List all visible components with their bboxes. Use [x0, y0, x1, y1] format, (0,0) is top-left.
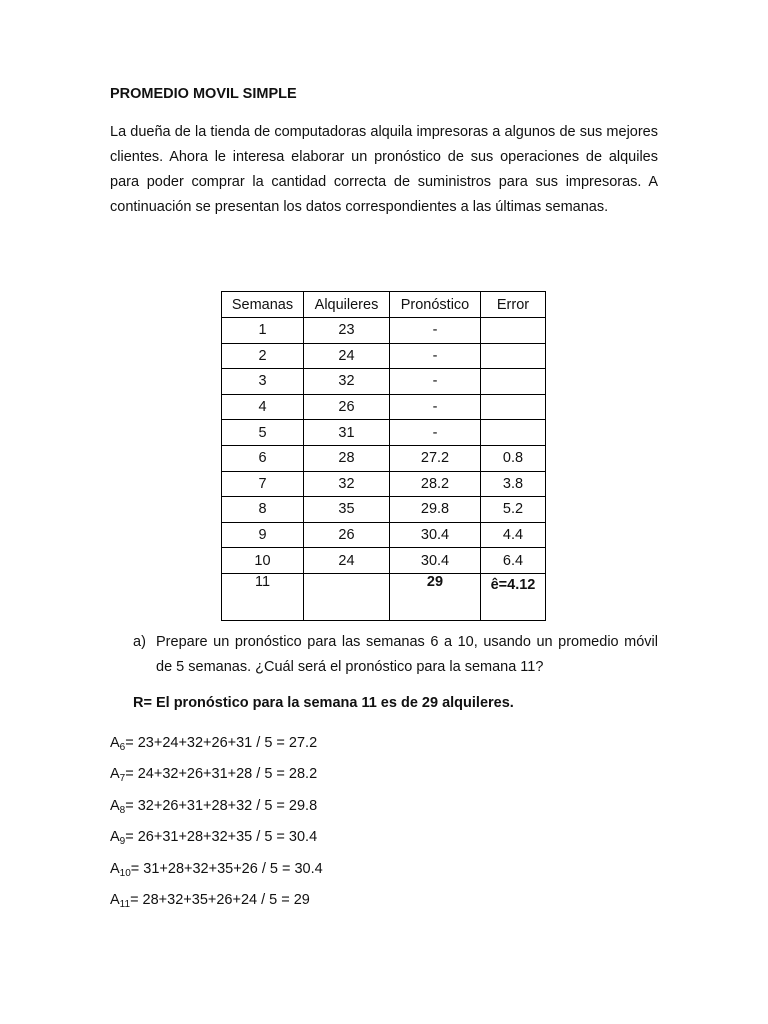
question-text: Prepare un pronóstico para las semanas 6 a 10, usando un promedio móvil de 5 semanas. ¿Cuál será el pronóstico para la semana 11? — [156, 634, 658, 675]
formula-line — [110, 766, 317, 784]
cell-semana: 1 — [222, 318, 304, 344]
cell-alquileres: 24 — [304, 548, 390, 574]
header-error: Error — [481, 292, 546, 318]
header-pronostico: Pronóstico — [390, 292, 481, 318]
table-row — [222, 548, 546, 574]
question-a — [133, 630, 658, 680]
formula-letter: A — [110, 735, 120, 751]
cell-semana: 6 — [222, 445, 304, 471]
formula-subscript: 8 — [119, 805, 126, 816]
cell-alquileres: 28 — [304, 445, 390, 471]
cell-pronostico: - — [390, 369, 481, 395]
cell-semana: 11 — [222, 573, 304, 620]
formula-line — [110, 829, 317, 847]
cell-error — [481, 369, 546, 395]
header-semanas: Semanas — [222, 292, 304, 318]
formula-expression: = 24+32+26+31+28 / 5 = 28.2 — [125, 766, 318, 782]
formula-line — [110, 892, 310, 910]
cell-alquileres: 23 — [304, 318, 390, 344]
formula-subscript: 6 — [119, 742, 126, 753]
formula-subscript: 9 — [119, 836, 126, 847]
cell-semana: 9 — [222, 522, 304, 548]
cell-pronostico: - — [390, 420, 481, 446]
cell-alquileres: 24 — [304, 343, 390, 369]
cell-alquileres: 32 — [304, 369, 390, 395]
cell-alquileres: 32 — [304, 471, 390, 497]
cell-error — [481, 318, 546, 344]
cell-error — [481, 394, 546, 420]
formula-expression: = 31+28+32+35+26 / 5 = 30.4 — [130, 861, 323, 877]
cell-alquileres: 26 — [304, 394, 390, 420]
cell-semana: 3 — [222, 369, 304, 395]
forecast-table — [221, 291, 546, 621]
cell-pronostico: 30.4 — [390, 522, 481, 548]
cell-semana: 4 — [222, 394, 304, 420]
cell-error: 4.4 — [481, 522, 546, 548]
cell-pronostico: 27.2 — [390, 445, 481, 471]
cell-alquileres: 26 — [304, 522, 390, 548]
formula-expression: = 32+26+31+28+32 / 5 = 29.8 — [125, 798, 318, 814]
table-header-row — [222, 292, 546, 318]
cell-alquileres: 31 — [304, 420, 390, 446]
cell-semana: 10 — [222, 548, 304, 574]
formula-expression: = 23+24+32+26+31 / 5 = 27.2 — [125, 735, 318, 751]
table-row — [222, 445, 546, 471]
cell-error: 0.8 — [481, 445, 546, 471]
cell-error: 5.2 — [481, 497, 546, 523]
table-row — [222, 369, 546, 395]
cell-error — [481, 420, 546, 446]
formula-letter: A — [110, 861, 120, 877]
cell-pronostico: 28.2 — [390, 471, 481, 497]
cell-error: 3.8 — [481, 471, 546, 497]
formula-expression: = 26+31+28+32+35 / 5 = 30.4 — [125, 829, 318, 845]
formula-letter: A — [110, 798, 120, 814]
answer-text: R= El pronóstico para la semana 11 es de 29 alquileres. — [133, 695, 514, 711]
cell-error: 6.4 — [481, 548, 546, 574]
table-row — [222, 420, 546, 446]
cell-semana: 7 — [222, 471, 304, 497]
cell-error-mean: ê=4.12 — [481, 573, 546, 620]
formula-letter: A — [110, 892, 120, 908]
formula-letter: A — [110, 766, 120, 782]
formula-subscript: 7 — [119, 773, 126, 784]
cell-semana: 2 — [222, 343, 304, 369]
cell-pronostico-final: 29 — [390, 573, 481, 620]
cell-pronostico: - — [390, 343, 481, 369]
formula-line — [110, 861, 323, 879]
table-row-forecast — [222, 573, 546, 620]
table-row — [222, 471, 546, 497]
intro-paragraph: La dueña de la tienda de computadoras alquila impresoras a algunos de sus mejores clientes. Ahora le interesa elaborar un pronóstico de sus operaciones de alquiles para poder comprar la cantidad correcta de suministros para sus impresoras. A continuación se presentan los datos correspondientes a las últimas semanas. — [110, 124, 658, 215]
cell-alquileres — [304, 573, 390, 620]
table-row — [222, 522, 546, 548]
cell-pronostico: 29.8 — [390, 497, 481, 523]
cell-alquileres: 35 — [304, 497, 390, 523]
document-title: PROMEDIO MOVIL SIMPLE — [110, 86, 297, 102]
formula-subscript: 10 — [119, 868, 131, 879]
cell-error — [481, 343, 546, 369]
table-row — [222, 394, 546, 420]
formula-line — [110, 798, 317, 816]
table-row — [222, 318, 546, 344]
cell-pronostico: - — [390, 394, 481, 420]
header-alquileres: Alquileres — [304, 292, 390, 318]
formula-subscript: 11 — [119, 899, 131, 910]
formula-expression: = 28+32+35+26+24 / 5 = 29 — [130, 892, 310, 908]
table-row — [222, 343, 546, 369]
formula-letter: A — [110, 829, 120, 845]
formula-line — [110, 735, 317, 753]
cell-pronostico: 30.4 — [390, 548, 481, 574]
cell-semana: 8 — [222, 497, 304, 523]
cell-semana: 5 — [222, 420, 304, 446]
question-label: a) — [133, 634, 146, 650]
cell-pronostico: - — [390, 318, 481, 344]
table-row — [222, 497, 546, 523]
